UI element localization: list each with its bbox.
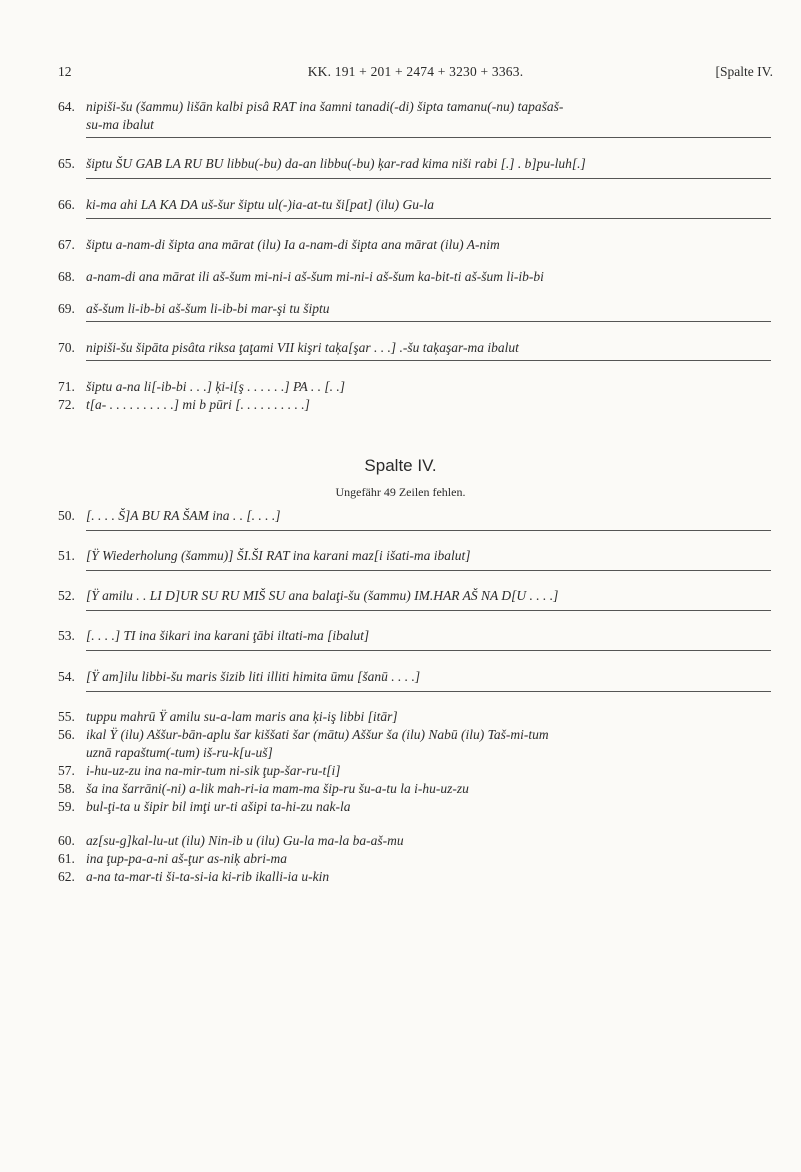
divider [86, 218, 771, 219]
divider [86, 570, 771, 571]
divider [86, 530, 771, 531]
divider [86, 691, 771, 692]
text-line: 64. nipiši-šu (šammu) lišān kalbi pisâ RAT ina šamni tanadi(-di) šipta tamanu(-nu) tapašaš- [58, 99, 564, 114]
tablet-reference: KK. 191 + 201 + 2474 + 3230 + 3363. [307, 64, 524, 79]
text-line: 56. ikal Ÿ (ilu) Aššur-bān-aplu šar kiššati šar (mātu) Aššur ša (ilu) Nabū (ilu) Taš-mi-tum [58, 727, 549, 742]
text-line: 72. t[a- . . . . . . . . . .] mi b pūri [. . . . . . . . . .] [58, 397, 310, 412]
text-line: uznā rapaštum(-tum) iš-ru-k[u-uš] [86, 745, 273, 760]
text-line: 51. [Ÿ Wiederholung (šammu)] ŠI.ŠI RAT ina karani maz[i išati-ma ibalut] [58, 548, 471, 563]
text-line: 69. aš-šum li-ib-bi aš-šum li-ib-bi mar-şi tu šiptu [58, 301, 330, 316]
text-line: 53. [. . . .] TI ina šikari ina karani ţābi iltati-ma [ibalut] [58, 628, 370, 643]
section-note: Ungefähr 49 Zeilen fehlen. [335, 485, 466, 499]
divider [86, 178, 771, 179]
text-line: 67. šiptu a-nam-di šipta ana mārat (ilu) Ia a-nam-di šipta ana mārat (ilu) A-nim [58, 237, 500, 252]
text-line: 57. i-hu-uz-zu ina na-mir-tum ni-sik ţup-šar-ru-t[i] [58, 763, 341, 778]
divider [86, 610, 771, 611]
text-line: 68. a-nam-di ana mārat ili aš-šum mi-ni-i aš-šum mi-ni-i aš-šum ka-bit-ti aš-šum li-ib-bi [58, 269, 544, 284]
text-line: 59. bul-ţi-ta u šipir bil imţi ur-ti ašipi ta-hi-zu nak-la [58, 799, 351, 814]
divider [86, 137, 771, 138]
column-marker: [Spalte IV. [715, 64, 773, 79]
text-line: 65. šiptu ŠU GAB LA RU BU libbu(-bu) da-an libbu(-bu) ķar-rad kima niši rabi [.] . b]pu-luh[.] [58, 156, 586, 171]
divider [86, 321, 771, 322]
divider [86, 360, 771, 361]
text-line: 66. ki-ma ahi LA KA DA uš-šur šiptu ul(-)ia-at-tu ši[pat] (ilu) Gu-la [58, 197, 435, 212]
text-line: 71. šiptu a-na li[-ib-bi . . .] ķi-i[ş . . . . . .] PA . . [. .] [58, 379, 346, 394]
page-number: 12 [58, 64, 72, 79]
section-heading: Spalte IV. [364, 456, 437, 475]
divider [86, 650, 771, 651]
text-line: 58. ša ina šarrāni(-ni) a-lik mah-ri-ia mam-ma šip-ru šu-a-tu la i-hu-uz-zu [58, 781, 469, 796]
text-line: 61. ina ţup-pa-a-ni aš-ţur as-niķ abri-ma [58, 851, 287, 866]
text-line: 60. az[su-g]kal-lu-ut (ilu) Nin-ib u (ilu) Gu-la ma-la ba-aš-mu [58, 833, 404, 848]
text-line: 62. a-na ta-mar-ti ši-ta-si-ia ki-rib ikalli-ia u-kin [58, 869, 330, 884]
text-line: 50. [. . . . Š]A BU RA ŠAM ina . . [. . . .] [58, 508, 281, 523]
text-line: 55. tuppu mahrū Ÿ amilu su-a-lam maris ana ķi-iş libbi [itār] [58, 709, 398, 724]
text-line: 52. [Ÿ amilu . . LI D]UR SU RU MIŠ SU ana balaţi-šu (šammu) IM.HAR AŠ NA D[U . . . .] [58, 588, 559, 603]
text-line: su-ma ibalut [86, 117, 154, 132]
text-line: 70. nipiši-šu šipāta pisâta riksa ţaţami VII kişri taķa[şar . . .] .-šu taķaşar-ma ibalut [58, 340, 519, 355]
running-header [58, 64, 773, 84]
text-line: 54. [Ÿ am]ilu libbi-šu maris šizib liti illiti himita ūmu [šanū . . . .] [58, 669, 421, 684]
